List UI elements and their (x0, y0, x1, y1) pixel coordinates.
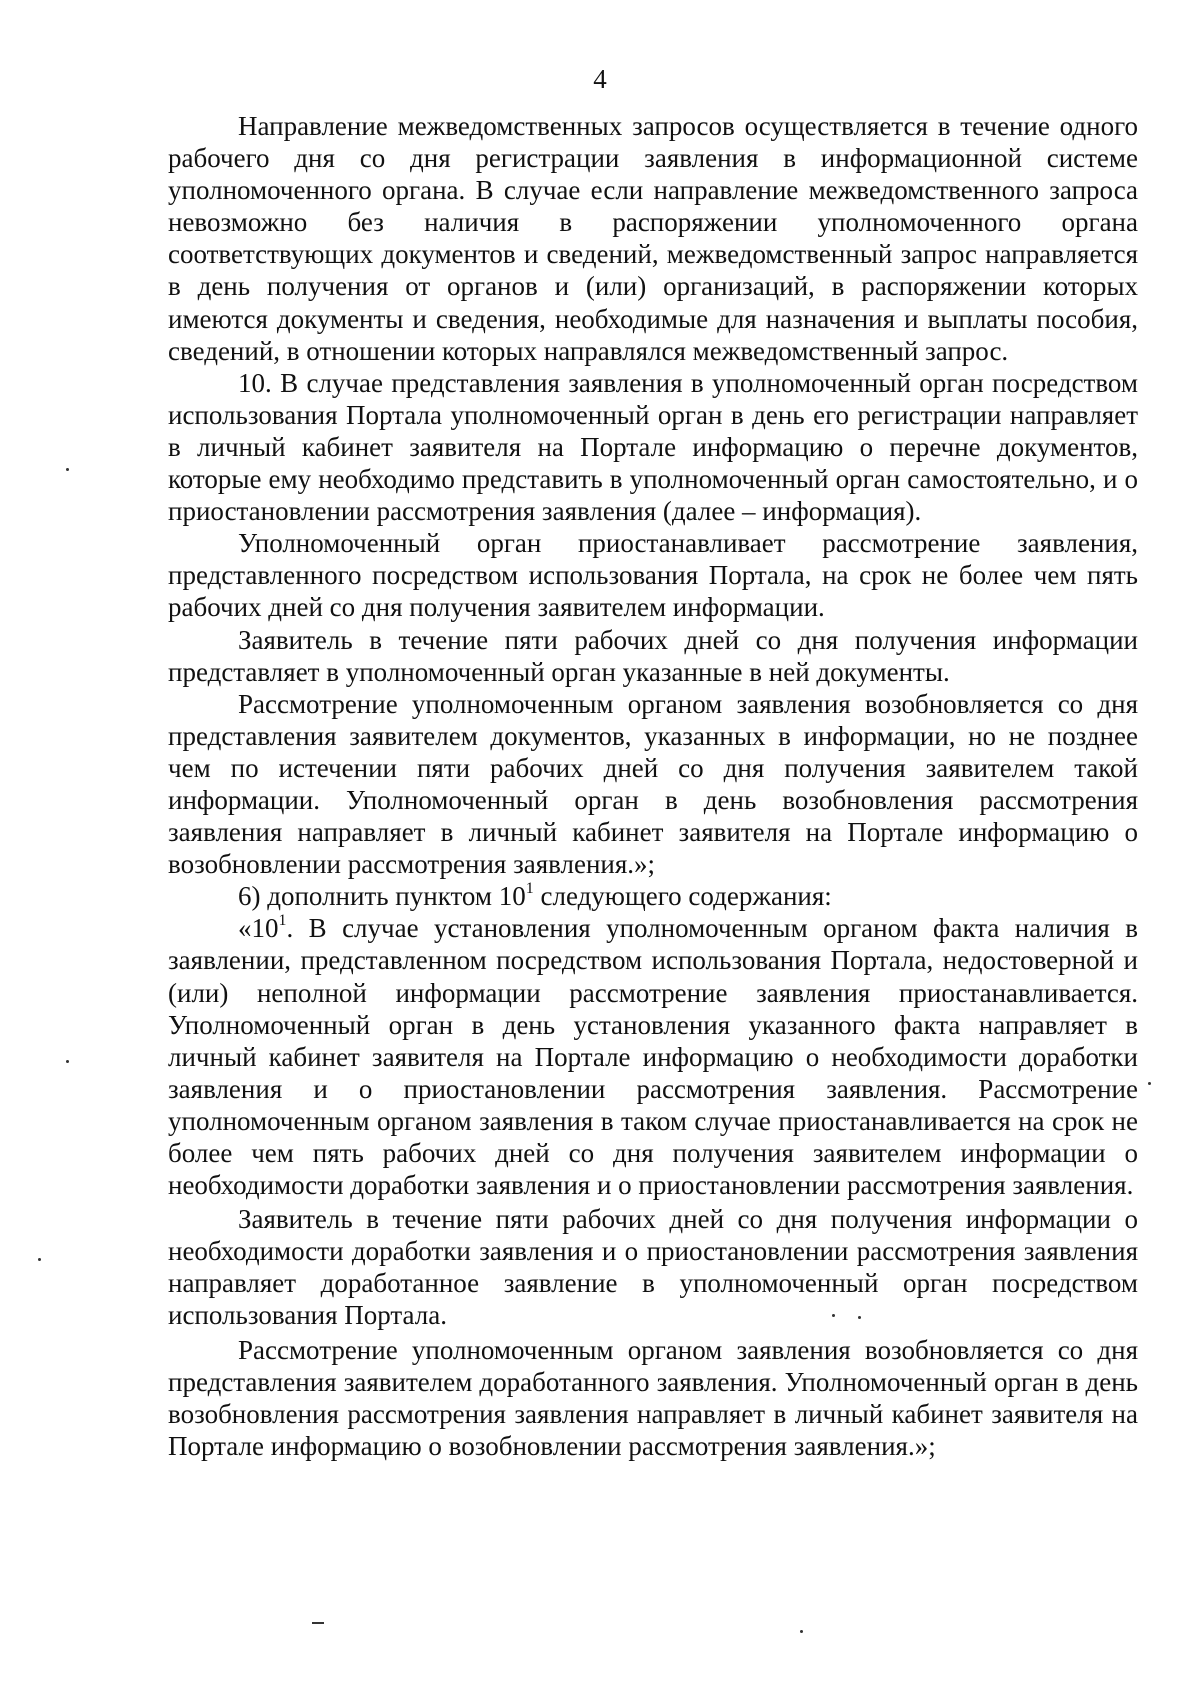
scan-speck (38, 1258, 41, 1261)
paragraph-applicant-documents: Заявитель в течение пяти рабочих дней со дня получения информации представляет в уполномоченный орган указанные в ней документы. (168, 624, 1138, 687)
paragraph-item-10-1 (168, 912, 1138, 1201)
paragraph-revised-resumption: Рассмотрение уполномоченным органом заявления возобновляется со дня представления заявителем доработанного заявления. Уполномоченный орган в день возобновления рассмотрения заявления направляет в личный кабинет заявителя на Портале информацию о возобновлении рассмотрения заявления.»; (168, 1334, 1138, 1461)
scan-speck (858, 1316, 861, 1319)
paragraph-interagency-requests: Направление межведомственных запросов осуществляется в течение одного рабочего дня со дня регистрации заявления в информационной системе уполномоченного органа. В случае если направление межведомственного запроса невозможно без наличия в распоряжении уполномоченного органа соответствующих документов и сведений, межведомственный запрос направляется в день получения от органов и (или) организаций, в распоряжении которых имеются документы и сведения, необходимые для назначения и выплаты пособия, сведений, в отношении которых направлялся межведомственный запрос. (168, 111, 1138, 366)
scan-speck (66, 1060, 69, 1063)
scan-speck (66, 468, 69, 471)
paragraph-amendment-6 (168, 880, 1138, 912)
scan-speck (1148, 1082, 1151, 1085)
amendment-text: 6) дополнить пунктом 10 (238, 881, 526, 912)
item-number: «10 (238, 913, 279, 944)
paragraph-resumption: Рассмотрение уполномоченным органом заявления возобновляется со дня представления заявителем документов, указанных в информации, но не позднее чем по истечении пяти рабочих дней со дня получения заявителем такой информации. Уполномоченный орган в день возобновления рассмотрения заявления направляет в личный кабинет заявителя на Портале информацию о возобновлении рассмотрения заявления.»; (168, 688, 1138, 880)
paragraph-revised-application: Заявитель в течение пяти рабочих дней со дня получения информации о необходимости доработки заявления и о приостановлении рассмотрения заявления направляет доработанное заявление в уполномоченный орган посредством использования Портала. (168, 1204, 1138, 1331)
scan-speck (832, 1314, 835, 1317)
amendment-text-tail: следующего содержания: (533, 881, 832, 912)
page-number: 4 (593, 64, 607, 94)
scan-mark (312, 1622, 324, 1624)
superscript: 1 (525, 880, 534, 898)
document-body (168, 110, 1138, 1462)
item-text: . В случае установления уполномоченным органом факта наличия в заявлении, представленном посредством использования Портала, недостоверной и (или) неполной информации рассмотрение заявления приостанавливается. Уполномоченный орган в день установления указанного факта направляет в личный кабинет заявителя на Портале информацию о необходимости доработки заявления и о приостановлении рассмотрения заявления. Рассмотрение уполномоченным органом заявления в таком случае приостанавливается на срок не более чем пять рабочих дней со дня получения заявителем информации о необходимости доработки заявления и о приостановлении рассмотрения заявления. (168, 913, 1138, 1201)
superscript: 1 (278, 912, 287, 930)
paragraph-item-10: 10. В случае представления заявления в уполномоченный орган посредством использования Портала уполномоченный орган в день его регистрации направляет в личный кабинет заявителя на Портале информацию о перечне документов, которые ему необходимо представить в уполномоченный орган самостоятельно, и о приостановлении рассмотрения заявления (далее – информация). (168, 367, 1138, 527)
paragraph-suspension: Уполномоченный орган приостанавливает рассмотрение заявления, представленного посредством использования Портала, на срок не более чем пять рабочих дней со дня получения заявителем информации. (168, 528, 1138, 623)
scan-speck (800, 1630, 803, 1633)
